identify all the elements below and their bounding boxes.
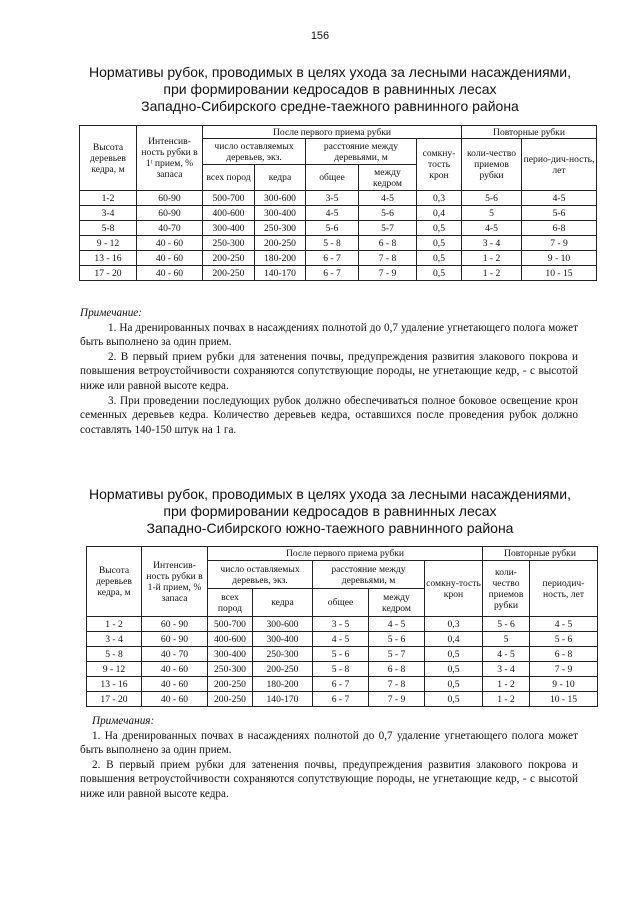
table-cell: 250-300 [253, 647, 313, 662]
table-cell: 300-400 [208, 647, 253, 662]
table-cell: 0,3 [417, 191, 462, 206]
table-cell: 200-250 [208, 692, 253, 707]
table-cell: 5 - 8 [313, 662, 369, 677]
section1-title-line: при формировании кедросадов в равнинных лесах [163, 81, 497, 97]
table-cell: 3-5 [306, 191, 359, 206]
table-cell: 3 - 4 [462, 236, 522, 251]
table-row [87, 662, 598, 677]
table-cell: 1 - 2 [462, 266, 522, 281]
table-cell: 0,5 [425, 677, 483, 692]
table-cell: 6 - 7 [306, 266, 359, 281]
table-cell: 200-250 [255, 236, 306, 251]
table-cell: 4 - 5 [313, 632, 369, 647]
header-between-cedar: между кедром [369, 589, 425, 617]
header-all-trees: всех пород [208, 589, 253, 617]
header-period: перио-дич-ность, лет [522, 139, 597, 191]
table-cell: 180-200 [255, 251, 306, 266]
header-distance: расстояние между деревьями, м [306, 139, 417, 165]
section1-title-line: Западно-Сибирского средне-таежного равнинного района [141, 98, 519, 114]
table-cell: 250-300 [255, 221, 306, 236]
section1-table [79, 125, 597, 281]
table-cell: 40 - 60 [142, 677, 208, 692]
section1-title-line: Нормативы рубок, проводимых в целях ухода за лесными насаждениями, [89, 64, 571, 80]
header-distance: расстояние между деревьями, м [313, 561, 425, 589]
table-cell: 7 - 9 [530, 662, 598, 677]
table-cell: 7 - 9 [359, 266, 417, 281]
header-trees-left: число оставляемых деревьев, экз. [203, 139, 306, 165]
table-cell: 4-5 [306, 206, 359, 221]
table-row [87, 677, 598, 692]
table-cell: 5 - 8 [306, 236, 359, 251]
table-cell: 6 - 7 [313, 692, 369, 707]
table-cell: 40-70 [137, 221, 203, 236]
table-cell: 3-4 [80, 206, 137, 221]
table-cell: 0,5 [417, 251, 462, 266]
header-height: Высота деревьев кедра, м [87, 547, 142, 617]
table-cell: 1 - 2 [87, 617, 142, 632]
table-cell: 300-400 [255, 206, 306, 221]
table-cell: 17 - 20 [80, 266, 137, 281]
section2-title [60, 486, 600, 537]
table-cell: 4-5 [522, 191, 597, 206]
table-cell: 13 - 16 [87, 677, 142, 692]
table-cell: 40 - 60 [137, 236, 203, 251]
table-cell: 1 - 2 [483, 677, 530, 692]
table-cell: 200-250 [203, 266, 255, 281]
table-cell: 0,5 [417, 266, 462, 281]
section2-table [86, 546, 598, 707]
section2-notes [80, 714, 578, 802]
table-cell: 40 - 60 [137, 251, 203, 266]
table-cell: 40 - 70 [142, 647, 208, 662]
table-cell: 6 - 7 [313, 677, 369, 692]
header-intensity: Интенсив-ность рубки в 1ᵗ прием, % запаса [137, 126, 203, 191]
table-cell: 4-5 [462, 221, 522, 236]
table-cell: 7 - 9 [522, 236, 597, 251]
table-cell: 0,4 [425, 632, 483, 647]
header-cedar: кедра [253, 589, 313, 617]
table-cell: 9 - 12 [87, 662, 142, 677]
table-cell: 250-300 [203, 236, 255, 251]
table-cell: 60-90 [137, 206, 203, 221]
table-row [80, 236, 597, 251]
table-cell: 4-5 [359, 191, 417, 206]
header-crown-closure: сомкну-тость крон [425, 561, 483, 617]
table-cell: 140-170 [255, 266, 306, 281]
header-all-trees: всех пород [203, 165, 255, 191]
header-after-first: После первого приема рубки [203, 126, 462, 139]
table-row [87, 632, 598, 647]
table-cell: 140-170 [253, 692, 313, 707]
table-cell: 250-300 [208, 662, 253, 677]
section2-note: 1. На дренированных почвах в насаждениях полнотой до 0,7 удаление угнетающего полога может быть выполнено за один прием. [80, 729, 578, 757]
table-cell: 13 - 16 [80, 251, 137, 266]
table-cell: 40 - 60 [137, 266, 203, 281]
section1-note-title: Примечание: [80, 307, 142, 319]
header-trees-left: число оставляемых деревьев, экз. [208, 561, 313, 589]
section2-title-line: при формировании кедросадов в равнинных лесах [163, 503, 497, 519]
table-cell: 5 - 8 [87, 647, 142, 662]
table-cell: 60 - 90 [142, 632, 208, 647]
table-cell: 4 - 5 [369, 617, 425, 632]
section2-title-line: Нормативы рубок, проводимых в целях ухода за лесными насаждениями, [89, 486, 571, 502]
table-cell: 200-250 [208, 677, 253, 692]
header-cedar: кедра [255, 165, 306, 191]
table-cell: 3 - 4 [483, 662, 530, 677]
table-cell: 9 - 10 [530, 677, 598, 692]
table-cell: 1 - 2 [483, 692, 530, 707]
page-number: 156 [310, 30, 330, 42]
header-height: Высота деревьев кедра, м [80, 126, 137, 191]
table-cell: 200-250 [203, 251, 255, 266]
table-cell: 5 - 6 [369, 632, 425, 647]
table-row [80, 266, 597, 281]
table-cell: 500-700 [208, 617, 253, 632]
section2-note-title: Примечания: [92, 715, 155, 727]
table-cell: 6-8 [522, 221, 597, 236]
table-cell: 7 - 9 [369, 692, 425, 707]
table-cell: 5-6 [462, 191, 522, 206]
header-count: коли-чество приемов рубки [483, 561, 530, 617]
table-cell: 17 - 20 [87, 692, 142, 707]
header-intensity: Интенсив-ность рубки в 1-й прием, % запаса [142, 547, 208, 617]
table-cell: 10 - 15 [530, 692, 598, 707]
table-cell: 200-250 [253, 662, 313, 677]
table-cell: 6 - 8 [369, 662, 425, 677]
section1-title [60, 64, 600, 115]
header-count: коли-чество приемов рубки [462, 139, 522, 191]
table-cell: 4 - 5 [483, 647, 530, 662]
header-between-cedar: между кедром [359, 165, 417, 191]
table-row [80, 206, 597, 221]
table-cell: 5 [483, 632, 530, 647]
table-cell: 0,4 [417, 206, 462, 221]
table-row [87, 617, 598, 632]
table-cell: 400-600 [208, 632, 253, 647]
table-cell: 10 - 15 [522, 266, 597, 281]
section1-note: 1. На дренированных почвах в насаждениях полнотой до 0,7 удаление угнетающего полога может быть выполнено за один прием. [80, 321, 578, 349]
table-cell: 400-600 [203, 206, 255, 221]
header-repeat: Повторные рубки [462, 126, 597, 139]
table-cell: 60 - 90 [142, 617, 208, 632]
table-cell: 0,3 [425, 617, 483, 632]
section2-title-line: Западно-Сибирского южно-таежного равнинного района [146, 520, 514, 536]
table-cell: 60-90 [137, 191, 203, 206]
table-cell: 5 - 6 [483, 617, 530, 632]
table-cell: 5-7 [359, 221, 417, 236]
table-cell: 5 [462, 206, 522, 221]
table-cell: 300-600 [255, 191, 306, 206]
table-cell: 7 - 8 [369, 677, 425, 692]
table-cell: 5-6 [306, 221, 359, 236]
header-total: общее [306, 165, 359, 191]
table-cell: 1 - 2 [462, 251, 522, 266]
table-cell: 5 - 6 [313, 647, 369, 662]
header-repeat: Повторные рубки [483, 547, 598, 561]
header-after-first: После первого приема рубки [208, 547, 483, 561]
table-cell: 5-6 [522, 206, 597, 221]
table-cell: 9 - 10 [522, 251, 597, 266]
table-cell: 500-700 [203, 191, 255, 206]
table-cell: 5 - 6 [530, 632, 598, 647]
table-cell: 6 - 8 [359, 236, 417, 251]
table-cell: 9 - 12 [80, 236, 137, 251]
table-row [80, 221, 597, 236]
header-crown-closure: сомкну-тость крон [417, 139, 462, 191]
section1-note: 2. В первый прием рубки для затенения почвы, предупреждения развития злакового покрова и повышения ветроустойчивости сохраняются сопутствующие породы, не угнетающие кедр, - с высотой ниже или равной высоте кедра. [80, 350, 578, 392]
table-cell: 3 - 5 [313, 617, 369, 632]
table-cell: 0,5 [417, 236, 462, 251]
table-cell: 300-400 [253, 632, 313, 647]
table-cell: 0,5 [425, 647, 483, 662]
table-cell: 40 - 60 [142, 662, 208, 677]
table-cell: 300-600 [253, 617, 313, 632]
table-cell: 7 - 8 [359, 251, 417, 266]
section1-notes [80, 306, 578, 437]
table-row [87, 647, 598, 662]
section1-note: 3. При проведении последующих рубок должно обеспечиваться полное боковое освещение крон семенных деревьев кедра. Количество деревьев кедра, оставшихся после проведения рубок должно составлять 140-150 штук на 1 га. [80, 394, 578, 436]
table-cell: 180-200 [253, 677, 313, 692]
table-row [80, 191, 597, 206]
table-cell: 6 - 7 [306, 251, 359, 266]
table-cell: 40 - 60 [142, 692, 208, 707]
table-cell: 5-8 [80, 221, 137, 236]
table-cell: 3 - 4 [87, 632, 142, 647]
table-row [87, 692, 598, 707]
table-cell: 0,5 [425, 692, 483, 707]
table-cell: 6 - 8 [530, 647, 598, 662]
table-cell: 300-400 [203, 221, 255, 236]
header-period: периодич-ность, лет [530, 561, 598, 617]
table-cell: 5 - 7 [369, 647, 425, 662]
section2-note: 2. В первый прием рубки для затенения почвы, предупреждения развития злакового покрова и повышения ветроустойчивости сохраняются сопутствующие породы, не угнетающие кедр, - с высотой ниже или равной высоте кедра. [80, 758, 578, 800]
table-cell: 1-2 [80, 191, 137, 206]
header-total: общее [313, 589, 369, 617]
table-cell: 0,5 [417, 221, 462, 236]
table-cell: 0,5 [425, 662, 483, 677]
table-row [80, 251, 597, 266]
table-cell: 5-6 [359, 206, 417, 221]
table-cell: 4 - 5 [530, 617, 598, 632]
